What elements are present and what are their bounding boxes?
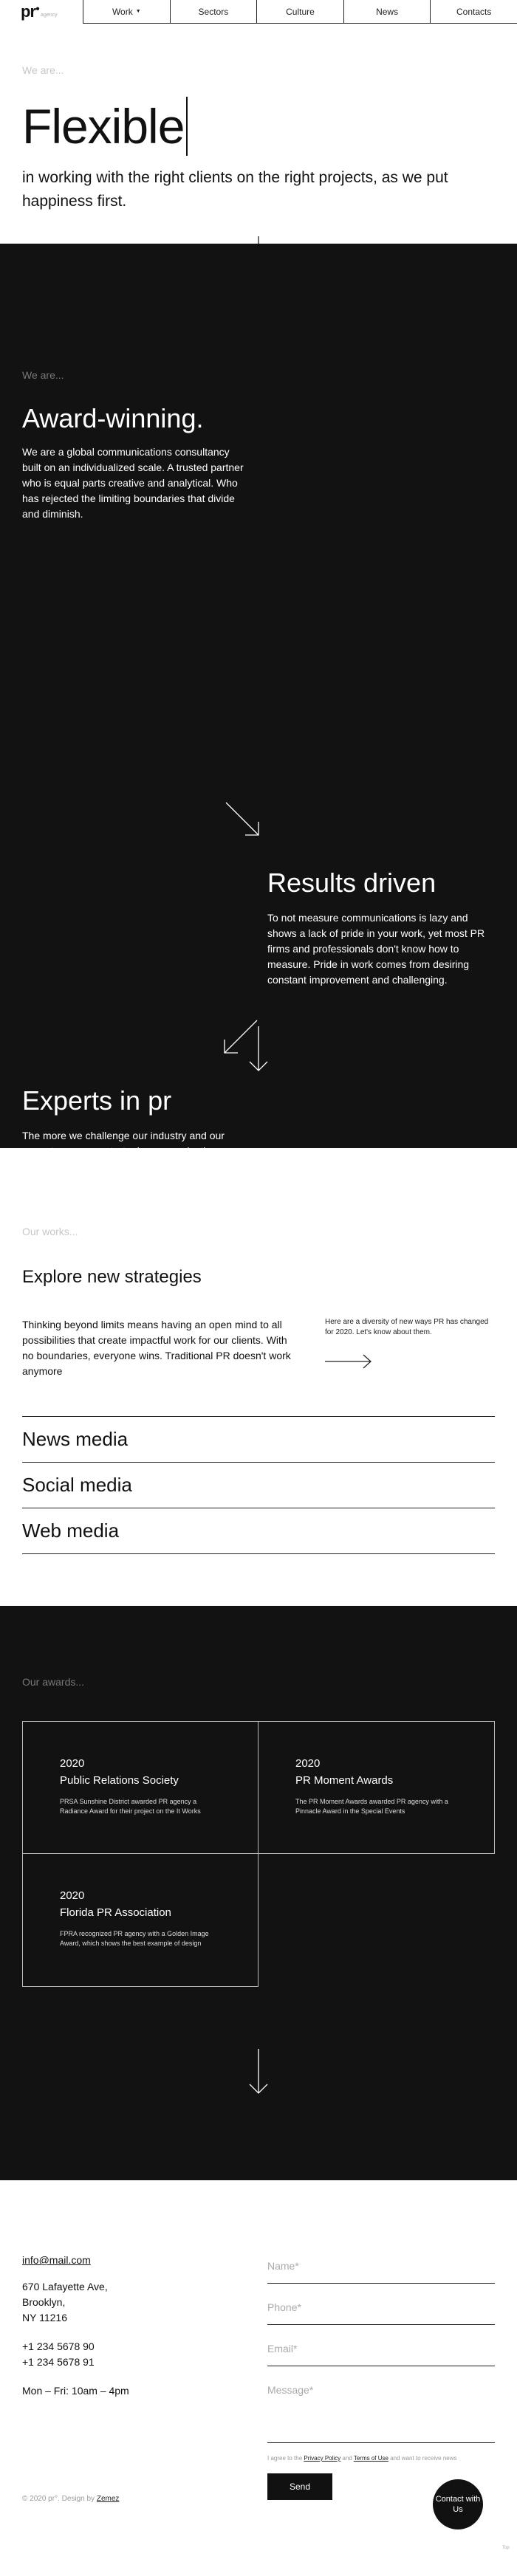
award-title: Award-winning. [22, 403, 204, 433]
send-button[interactable]: Send [267, 2473, 332, 2500]
award-name: PR Moment Awards [295, 1774, 394, 1787]
phone-link[interactable]: +1 234 5678 91 [22, 2356, 95, 2368]
works-list [22, 1416, 495, 1554]
logo[interactable]: pr● [21, 2, 40, 21]
works-item-social-media[interactable]: Social media [22, 1463, 495, 1508]
about-section [0, 244, 517, 1203]
phones [22, 2339, 229, 2370]
message-field[interactable]: Message* [267, 2378, 495, 2443]
works-label: Our works... [22, 1226, 78, 1237]
works-title: Explore new strategies [22, 1267, 202, 1287]
award-card [22, 1854, 258, 1987]
works-section [0, 1148, 517, 1606]
award-name: Public Relations Society [60, 1774, 179, 1787]
text-cursor [186, 97, 188, 156]
award-year: 2020 [295, 1757, 321, 1770]
chevron-down-icon: ▼ [135, 9, 141, 14]
nav-item-news[interactable]: News [343, 0, 431, 24]
privacy-link[interactable]: Privacy Policy [304, 2455, 341, 2462]
works-item-web-media[interactable]: Web media [22, 1508, 495, 1554]
award-text: We are a global communications consultancy built on an individualized scale. A trusted partner who is equal parts creative and analytical. Who has rejected the limiting boundaries that divide and diminish. [22, 446, 244, 520]
nav-item-culture[interactable]: Culture [256, 0, 343, 24]
nav-item-work[interactable]: Work ▼ [83, 0, 170, 24]
award-desc: PRSA Sunshine District awarded PR agency a Radiance Award for their project on the It Works [60, 1798, 201, 1815]
arrow-down-right-icon [225, 801, 261, 838]
experts-text: The more we challenge our industry and our peers to measure strategic communications properly, the more we can ensure that our profession is ethical, impactful, and credible. Welcome to PR agency. [22, 1130, 225, 1203]
contact-form [267, 2254, 495, 2500]
arrow-down-icon[interactable] [248, 1026, 269, 1072]
about-label: We are... [22, 369, 64, 381]
email-field[interactable]: Email* [267, 2337, 495, 2366]
nav-menu [83, 0, 517, 24]
phone-link[interactable]: +1 234 5678 90 [22, 2340, 95, 2352]
awards-grid [22, 1721, 495, 1987]
awards-section [0, 1606, 517, 2180]
phone-field[interactable]: Phone* [267, 2295, 495, 2325]
works-intro: Thinking beyond limits means having an open mind to all possibilities that create impactful work for our clients. With no boundaries, everyone wins. Traditional PR doesn't work anymore [22, 1319, 291, 1377]
nav-item-sectors[interactable]: Sectors [170, 0, 257, 24]
terms-link[interactable]: Terms of Use [353, 2455, 388, 2462]
works-intro-row [22, 1317, 495, 1379]
experts-title: Experts in pr [22, 1085, 172, 1116]
name-field[interactable]: Name* [267, 2254, 495, 2284]
award-name: Florida PR Association [60, 1906, 171, 1919]
results-block [267, 868, 498, 988]
top-nav [0, 0, 517, 24]
consent-text: I agree to the Privacy Policy and Terms of Use and want to receive news [267, 2455, 457, 2462]
results-title: Results driven [267, 868, 436, 898]
office-hours: Mon – Fri: 10am – 4pm [22, 2385, 129, 2397]
works-item-news-media[interactable]: News media [22, 1417, 495, 1463]
hero-title: Flexible [22, 97, 495, 156]
address: 670 Lafayette Ave, Brooklyn, NY 11216 [22, 2281, 108, 2323]
designer-link[interactable]: Zemez [96, 2495, 120, 2503]
award-card [258, 1721, 495, 1854]
award-year: 2020 [60, 1889, 85, 1902]
contact-section [0, 2180, 517, 2558]
email-link[interactable]: info@mail.com [22, 2254, 91, 2266]
arrow-down-icon[interactable] [248, 2049, 269, 2095]
works-aside-text: Here are a diversity of new ways PR has changed for 2020. Let's know about them. [325, 1318, 489, 1336]
logo-tagline: agency [41, 12, 58, 18]
award-desc: FPRA recognized PR agency with a Golden Image Award, which shows the best example of design [60, 1930, 209, 1947]
hero-label: We are... [22, 64, 64, 76]
award-card [22, 1721, 258, 1854]
results-text: To not measure communications is lazy and shows a lack of pride in your work, yet most PR firms and professionals don't know how to measure. Pride in work comes from desiring constant improvement and challenging. [267, 912, 485, 986]
copyright: © 2020 pr°. Design by Zemez [22, 2495, 120, 2503]
contact-info [22, 2254, 229, 2399]
arrow-right-icon[interactable] [325, 1354, 372, 1369]
brand[interactable] [0, 0, 83, 24]
works-aside [325, 1317, 495, 1379]
contact-us-button[interactable]: Contact with Us [433, 2479, 483, 2529]
award-year: 2020 [60, 1757, 85, 1770]
nav-item-contacts[interactable]: Contacts [430, 0, 517, 24]
hero-section [0, 24, 517, 244]
back-to-top-link[interactable]: Top [502, 2546, 510, 2550]
award-desc: The PR Moment Awards awarded PR agency with a Pinnacle Award in the Special Events [295, 1798, 448, 1815]
hero-lead: in working with the right clients on the right projects, as we put happiness first. [22, 169, 448, 210]
awards-label: Our awards... [22, 1676, 85, 1688]
